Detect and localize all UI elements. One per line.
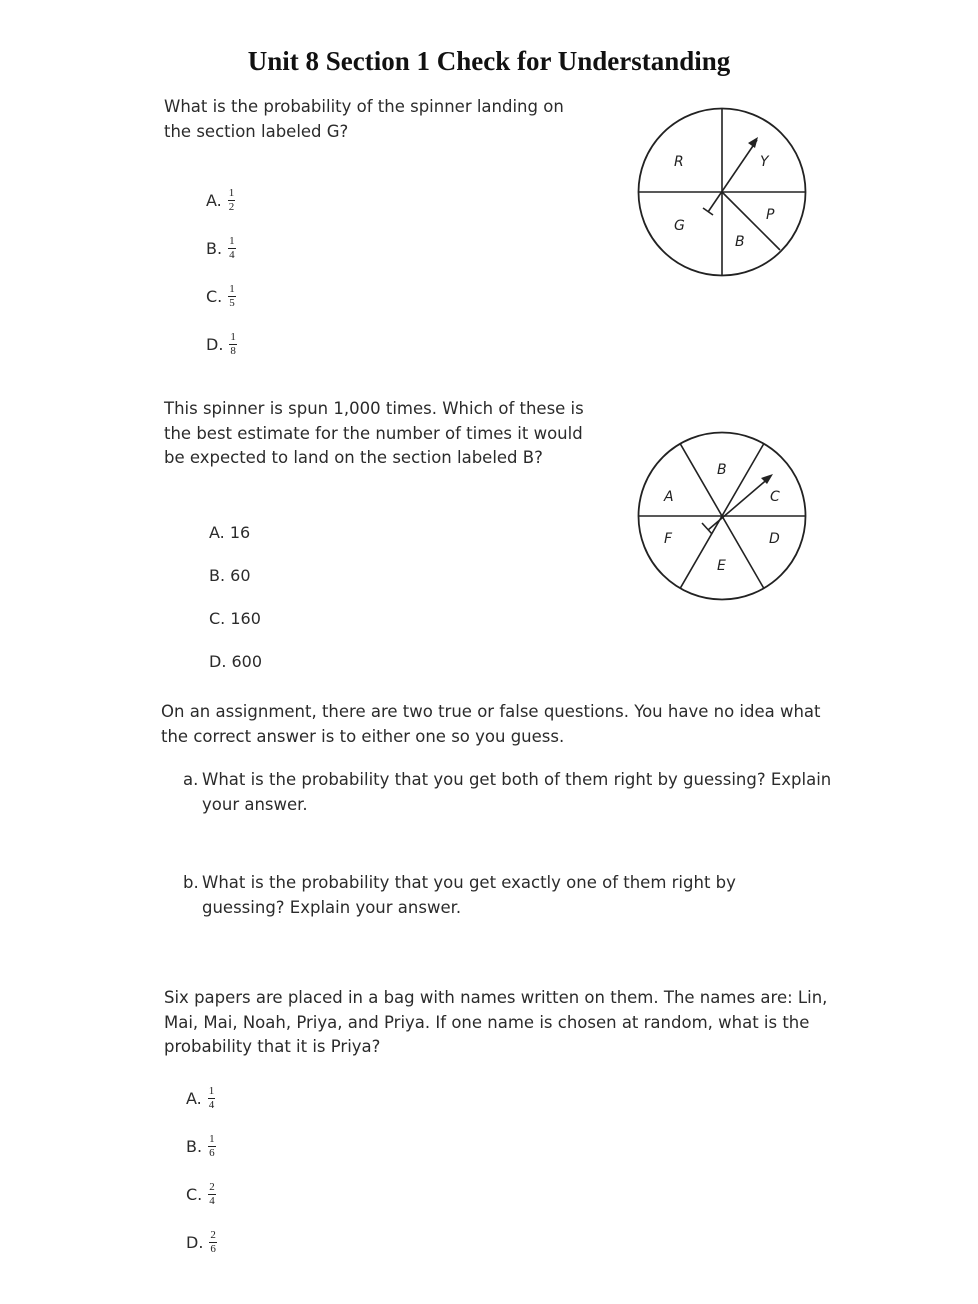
spinner-1-label-p: P [766,207,775,223]
fraction [209,1230,217,1255]
fraction [208,1134,216,1159]
spinner-2-label-a: A [664,489,674,505]
part-text: What is the probability that you get both of them right by guessing? Explain your answer. [202,770,832,814]
option-label: D. [186,1232,204,1252]
fraction [208,1182,216,1207]
part-letter: a. [183,770,199,789]
fraction [208,1086,216,1111]
fraction-numerator: 2 [210,1228,216,1241]
fraction [228,284,236,309]
spinner-2-label-c: C [770,489,780,505]
question-3-part-b [183,871,803,920]
fraction-numerator: 1 [230,330,236,343]
fraction-denominator: 5 [229,296,235,309]
fraction-numerator: 1 [229,282,235,295]
fraction-numerator: 1 [209,1132,215,1145]
question-1-option-b[interactable] [206,224,237,272]
option-label: B. [186,1136,203,1156]
fraction-numerator: 2 [209,1180,215,1193]
spinner-2-diagram [630,424,816,610]
question-2-option-a[interactable]: A. 16 [209,523,251,542]
question-1-option-c[interactable] [206,272,237,320]
spinner-1-arrowhead [748,137,758,148]
fraction-denominator: 4 [229,248,235,261]
question-4-option-d[interactable] [186,1218,217,1266]
spinner-2-label-d: D [769,531,780,547]
spinner-1-label-y: Y [760,154,769,170]
spinner-2-arrow [708,477,770,530]
fraction [229,332,237,357]
fraction [228,236,236,261]
option-label: C. [206,286,223,306]
question-1-options [206,176,237,368]
spinner-1-diagram [630,100,816,286]
question-4-option-b[interactable] [186,1122,217,1170]
question-3-part-a [183,768,843,817]
question-3-prompt: On an assignment, there are two true or false questions. You have no idea what the correct answer is to either one so you guess. [161,702,821,746]
question-2-option-b[interactable]: B. 60 [209,566,251,585]
question-2-options [209,511,262,683]
spinner-1-label-r: R [674,154,684,170]
fraction-numerator: 1 [229,234,235,247]
question-1-option-a[interactable] [206,176,237,224]
question-1-option-d[interactable] [206,320,237,368]
part-letter: b. [183,873,199,892]
fraction-denominator: 6 [210,1242,216,1255]
question-4-option-c[interactable] [186,1170,217,1218]
question-1-prompt: What is the probability of the spinner landing on the section labeled G? [164,97,564,141]
spinner-1-label-b: B [735,234,745,250]
page-title: Unit 8 Section 1 Check for Understanding [247,46,731,76]
fraction-denominator: 8 [230,344,236,357]
spinner-1-label-g: G [674,218,685,234]
option-label: A. [206,190,222,210]
fraction-numerator: 1 [208,1084,215,1097]
question-4-option-a[interactable] [186,1074,217,1122]
spinner-2-label-f: F [664,531,673,547]
part-text: What is the probability that you get exactly one of them right by guessing? Explain your answer. [202,873,736,917]
question-4-options [186,1074,217,1266]
fraction-denominator: 2 [228,200,235,213]
option-label: A. [186,1088,202,1108]
fraction-denominator: 4 [208,1098,215,1111]
fraction-denominator: 6 [209,1146,215,1159]
question-2-option-c[interactable]: C. 160 [209,609,261,628]
fraction-numerator: 1 [228,186,235,199]
spinner-1-arrow-tail [703,208,713,215]
option-label: C. [186,1184,203,1204]
spinner-1-arrow [708,140,757,212]
spinner-2-label-b: B [717,462,727,478]
option-label: B. [206,238,223,258]
fraction-denominator: 4 [209,1194,215,1207]
fraction [228,188,236,213]
spinner-2-label-e: E [717,558,726,574]
question-2-prompt: This spinner is spun 1,000 times. Which of these is the best estimate for the number of times it would be expected to land on the section labeled B? [164,399,584,467]
option-label: D. [206,334,224,354]
question-4-prompt: Six papers are placed in a bag with names written on them. The names are: Lin, Mai, Mai, Noah, Priya, and Priya. If one name is chosen at random, what is the probability that it is Priya? [164,988,828,1056]
question-2-option-d[interactable]: D. 600 [209,652,263,671]
